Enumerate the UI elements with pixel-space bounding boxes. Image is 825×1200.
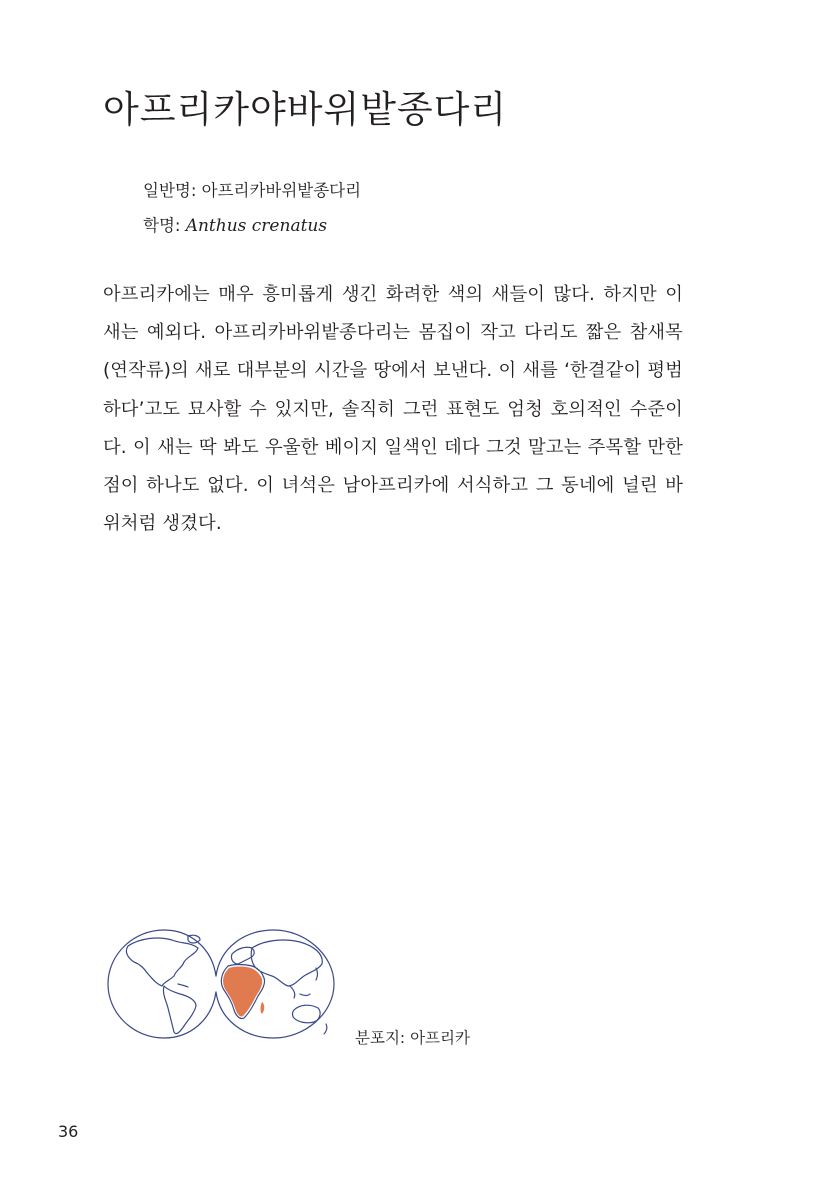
page-title: 아프리카야바위밭종다리 [103,88,508,131]
madagascar-highlight [261,1002,265,1014]
scientific-name-label: 학명 [143,216,175,235]
scientific-name-value: Anthus crenatus [185,216,328,236]
map-caption: 분포지: 아프리카 [355,1029,470,1047]
australia-outline [293,1005,321,1023]
north-america-outline [126,938,198,986]
name-block [143,173,361,244]
new-zealand-outline [324,1024,327,1034]
southeast-asia-outline [290,986,310,998]
body-paragraph: 아프리카에는 매우 흥미롭게 생긴 화려한 색의 새들이 많다. 하지만 이 새는 예외다. 아프리카바위밭종다리는 몸집이 작고 다리도 짧은 참새목(연작류)의 새로 대부분의 시간을 땅에서 보낸다. 이 새를 ‘한결같이 평범하다’고도 묘사할 수 있지만, 솔직히 그런 표현도 엄청 호의적인 수준이다. 이 새는 딱 봐도 우울한 베이지 일색인 데다 그것 말고는 주목할 만한 점이 하나도 없다. 이 녀석은 남아프리카에 서식하고 그 동네에 널린 바위처럼 생겼다. [103,284,683,535]
common-name-value: 아프리카바위밭종다리 [201,181,362,200]
south-america-outline [163,986,196,1034]
label-separator: : [190,181,202,200]
common-name-row [143,173,361,208]
page-number: 36 [58,1122,79,1141]
japan-outline [316,968,318,980]
world-map-illustration [104,924,338,1044]
label-separator: : [174,216,186,235]
scientific-name-row [143,208,361,244]
common-name-label: 일반명 [143,181,191,200]
caribbean-outline [178,984,188,987]
africa-highlight [223,967,262,1017]
western-hemisphere-outline [108,930,216,1038]
